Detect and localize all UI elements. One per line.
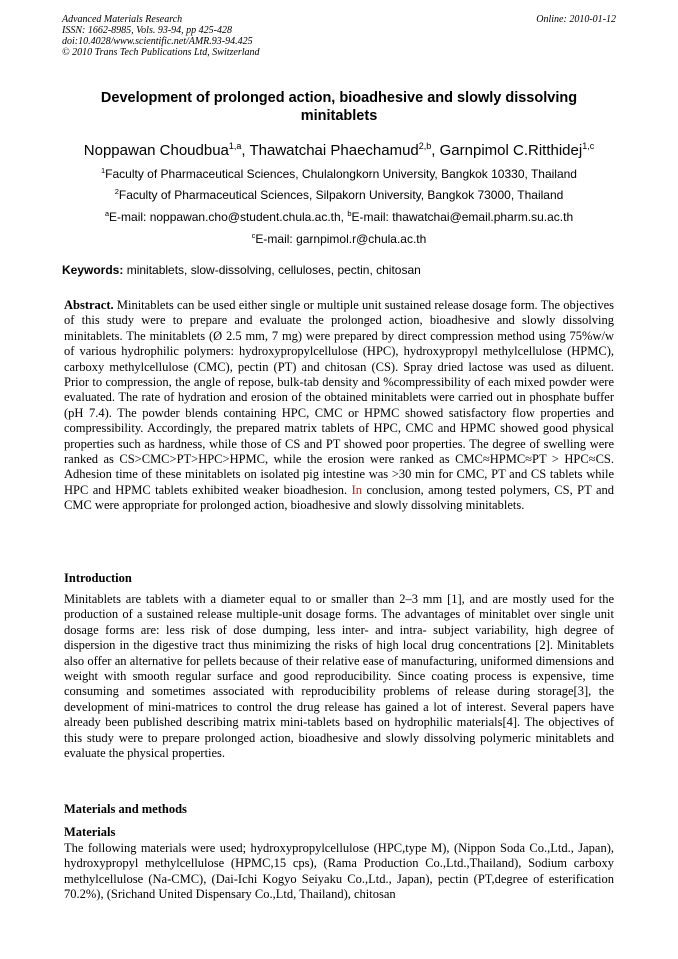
keywords-list: minitablets, slow-dissolving, celluloses, pectin, chitosan xyxy=(123,263,421,277)
keywords-label: Keywords: xyxy=(62,263,124,277)
online-date: Online: 2010-01-12 xyxy=(536,14,616,25)
author-name: Garnpimol C.Ritthidej xyxy=(439,142,583,159)
author-name: Noppawan Choudbua xyxy=(83,142,229,159)
email-line-1: $^a$E-mail: noppawan.cho@student.chula.ac.th, $^b$E-mail: thawatchai@email.pharm.su.ac.th xyxy=(104,209,574,224)
section-heading-introduction: Introduction xyxy=(64,571,132,585)
doi-line: doi:10.4028/www.scientific.net/AMR.93-94.425 xyxy=(62,36,253,47)
paper-title: Development of prolonged action, bioadhesive and slowly dissolving minitablets xyxy=(100,90,578,124)
subsection-heading-materials: Materials xyxy=(64,825,116,839)
author-affiliation-mark: 1,a xyxy=(228,141,242,151)
abstract-text: Minitablets can be used either single or multiple unit sustained release dosage form. The objectives of this study were to prepare and evaluate the prolonged action, bioadhesive and slowly dissolving minitablets. The minitablets (Ø 2.5 mm, 7 mg) were prepared by direct compression method using 75%w/w of various hydrophilic polymers: hydroxypropylcellulose (HPC), hydroxypropyl methylcellulose (HPMC), carboxy methylcellulose (CMC), pectin (PT) and chitosan (CS). Spray dried lactose was used as diluent. Prior to compression, the angle of repose, bulk-tab density and %compressibility of each mixed powder were evaluated. The rate of hydration and erosion of the obtained minitablets were carried out in phosphate buffer (pH 7.4). The powder blends containing HPC, CMC or HPMC showed satisfactory flow properties and compressibility. Accordingly, the prepared matrix tablets of HPC, CMC and HPMC showed good physical properties such as hardness, while those of CS and PT showed poor properties. The degree of swelling were ranked as CS>CMC>PT>HPC>HPMC, while the erosion were ranked as CMC≈HPMC≈PT > HPC≈CS. Adhesion time of these minitablets on isolated pig intestine was >30 min for CMC, PT and CS tablets while HPC and HPMC tablets exhibited weaker bioadhesion. xyxy=(64,298,614,497)
copyright-line: © 2010 Trans Tech Publications Ltd, Switzerland xyxy=(62,47,260,58)
abstract-label: Abstract. xyxy=(64,298,114,312)
affiliation-1: $^1$Faculty of Pharmaceutical Sciences, Chulalongkorn University, Bangkok 10330, Thailand xyxy=(101,166,577,181)
materials-text: The following materials were used; hydroxypropylcellulose (HPC,type M), (Nippon Soda Co.,Ltd., Japan), hydroxypropyl methylcellulose (HPMC,15 cps), (Rama Production Co.,Ltd.,Thailand), Sodium carboxy methylcellulose (Na-CMC), (Dai-Ichi Kogyo Seiyaku Co.,Ltd., Japan), pectin (PT,degree of esterification 70.2%), (Srichand United Dispensary Co.,Ltd, Thailand), chitosan xyxy=(64,841,614,902)
email-line-2: $^c$E-mail: garnpimol.r@chula.ac.th xyxy=(251,231,427,246)
author-name: Thawatchai Phaechamud xyxy=(249,142,419,159)
introduction-text: Minitablets are tablets with a diameter equal to or smaller than 2–3 mm [1], and are mostly used for the production of a sustained release multiple-unit dosage forms. The advantages of minitablet over single unit dosage forms are: less risk of dose dumping, less inter- and intra- subject variability, high degree of dispersion in the digestive tract thus minimizing the risks of high local drug concentrations [2]. Minitablets also offer an alternative for pellets because of their relative ease of manufacturing, uniformed dimensions and weight with smooth regular surface and good reproducibility. Since coating process is expensive, time consuming and sometimes associated with reproducibility problems of release during storage[3], the development of mini-matrices to control the drug release has gained a lot of interest. Several papers have already been published describing matrix mini-tablets based on hydrophilic materials[4]. The objectives of this study were to prepare prolonged action, bioadhesive and slowly dissolving polymeric minitablets and evaluate the physical properties. xyxy=(64,592,614,761)
author-affiliation-mark: 1,c xyxy=(582,141,595,151)
journal-header xyxy=(62,14,616,58)
email-a: E-mail: noppawan.cho@student.chula.ac.th, xyxy=(109,210,348,224)
issn-line: ISSN: 1662-8985, Vols. 93-94, pp 425-428 xyxy=(62,25,232,36)
abstract xyxy=(64,298,614,514)
abstract-highlight: In xyxy=(351,482,363,497)
keywords xyxy=(62,263,616,278)
abstract-conclusion: conclusion, among tested polymers, CS, PT and CMC were appropriate for prolonged action, bioadhesive and slowly dissolving minitablets. xyxy=(64,482,614,513)
email-c: E-mail: garnpimol.r@chula.ac.th xyxy=(255,232,427,246)
email-b: E-mail: thawatchai@email.pharm.su.ac.th xyxy=(351,210,574,224)
affiliation-2: $^2$Faculty of Pharmaceutical Sciences, Silpakorn University, Bangkok 73000, Thailand xyxy=(114,187,564,202)
author-list: Noppawan Choudbua$^{1,a}$, Thawatchai Phaechamud$^{2,b}$, Garnpimol C.Ritthidej$^{1,c}$ xyxy=(83,141,595,159)
author-affiliation-mark: 2,b xyxy=(418,141,432,151)
section-heading-methods: Materials and methods xyxy=(64,802,187,816)
journal-name: Advanced Materials Research xyxy=(62,14,183,25)
